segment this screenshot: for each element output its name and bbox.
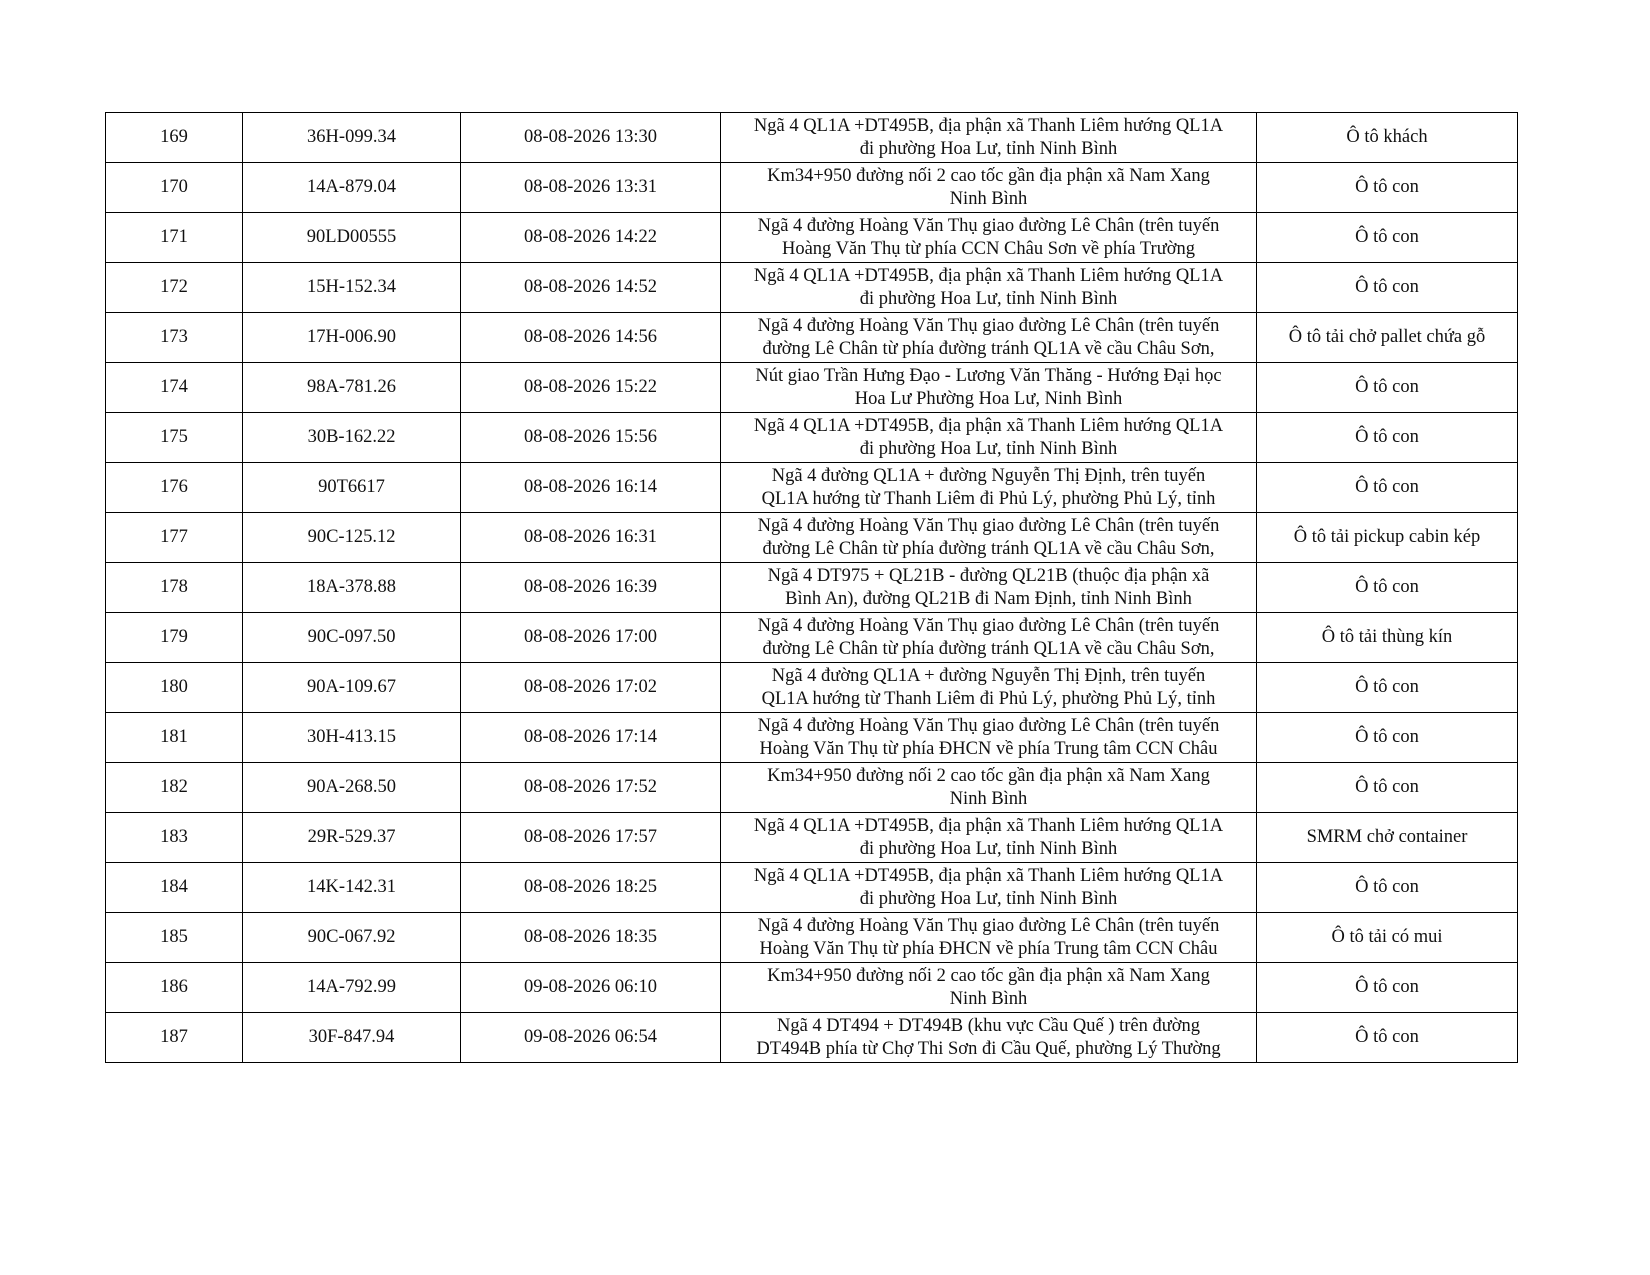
location-line-1: Km34+950 đường nối 2 cao tốc gần địa phận xã Nam Xang	[767, 965, 1210, 986]
table-row	[106, 613, 1518, 663]
license-plate-cell: 15H-152.34	[243, 263, 461, 313]
table-row	[106, 663, 1518, 713]
row-number-cell: 173	[106, 313, 243, 363]
license-plate-cell: 29R-529.37	[243, 813, 461, 863]
violation-time-cell: 08-08-2026 17:14	[461, 713, 721, 763]
location-line-1: Ngã 4 đường Hoàng Văn Thụ giao đường Lê Chân (trên tuyến	[757, 715, 1220, 736]
violation-time-cell: 08-08-2026 16:31	[461, 513, 721, 563]
license-plate-cell: 90C-067.92	[243, 913, 461, 963]
vehicle-type-cell: Ô tô con	[1257, 663, 1518, 713]
row-number-cell: 183	[106, 813, 243, 863]
location-line-2: QL1A hướng từ Thanh Liêm đi Phủ Lý, phường Phủ Lý, tỉnh	[761, 688, 1216, 709]
location-line-2: đi phường Hoa Lư, tỉnh Ninh Bình	[859, 838, 1118, 859]
location-line-1: Ngã 4 QL1A +DT495B, địa phận xã Thanh Liêm hướng QL1A	[753, 265, 1224, 286]
table-row	[106, 963, 1518, 1013]
location-line-1: Km34+950 đường nối 2 cao tốc gần địa phận xã Nam Xang	[767, 165, 1210, 186]
location-line-2: đường Lê Chân từ phía đường tránh QL1A về cầu Châu Sơn,	[762, 338, 1215, 359]
row-number-cell: 171	[106, 213, 243, 263]
row-number-cell: 186	[106, 963, 243, 1013]
location-cell	[721, 913, 1257, 963]
location-line-1: Ngã 4 QL1A +DT495B, địa phận xã Thanh Liêm hướng QL1A	[753, 815, 1224, 836]
location-line-1: Ngã 4 đường QL1A + đường Nguyễn Thị Định, trên tuyến	[771, 465, 1206, 486]
license-plate-cell: 30F-847.94	[243, 1013, 461, 1063]
vehicle-type-cell: Ô tô con	[1257, 213, 1518, 263]
license-plate-cell: 18A-378.88	[243, 563, 461, 613]
vehicle-type-cell: Ô tô tải thùng kín	[1257, 613, 1518, 663]
violation-time-cell: 08-08-2026 16:39	[461, 563, 721, 613]
location-line-2: Ninh Bình	[949, 988, 1028, 1009]
location-line-2: đi phường Hoa Lư, tỉnh Ninh Bình	[859, 888, 1118, 909]
violation-time-cell: 09-08-2026 06:54	[461, 1013, 721, 1063]
location-line-2: Hoàng Văn Thụ từ phía ĐHCN về phía Trung tâm CCN Châu	[759, 738, 1218, 759]
location-line-2: đường Lê Chân từ phía đường tránh QL1A về cầu Châu Sơn,	[762, 638, 1215, 659]
vehicle-type-cell: SMRM chở container	[1257, 813, 1518, 863]
license-plate-cell: 90A-109.67	[243, 663, 461, 713]
table-row	[106, 913, 1518, 963]
vehicle-type-cell: Ô tô con	[1257, 413, 1518, 463]
location-line-2: DT494B phía từ Chợ Thi Sơn đi Cầu Quế, phường Lý Thường	[756, 1038, 1221, 1059]
violation-time-cell: 08-08-2026 18:25	[461, 863, 721, 913]
table-row	[106, 563, 1518, 613]
table-row	[106, 813, 1518, 863]
location-cell	[721, 813, 1257, 863]
table-row	[106, 263, 1518, 313]
location-line-1: Nút giao Trần Hưng Đạo - Lương Văn Thăng - Hướng Đại học	[755, 365, 1222, 386]
row-number-cell: 175	[106, 413, 243, 463]
vehicle-type-cell: Ô tô con	[1257, 463, 1518, 513]
license-plate-cell: 14A-879.04	[243, 163, 461, 213]
location-line-2: Hoa Lư Phường Hoa Lư, Ninh Bình	[854, 388, 1123, 409]
violation-time-cell: 08-08-2026 15:22	[461, 363, 721, 413]
vehicle-type-cell: Ô tô con	[1257, 963, 1518, 1013]
location-line-1: Ngã 4 QL1A +DT495B, địa phận xã Thanh Liêm hướng QL1A	[753, 865, 1224, 886]
license-plate-cell: 98A-781.26	[243, 363, 461, 413]
location-cell	[721, 463, 1257, 513]
table-body	[106, 113, 1518, 1063]
vehicle-type-cell: Ô tô con	[1257, 1013, 1518, 1063]
violation-time-cell: 08-08-2026 13:31	[461, 163, 721, 213]
table-row	[106, 863, 1518, 913]
vehicle-type-cell: Ô tô tải chở pallet chứa gỗ	[1257, 313, 1518, 363]
row-number-cell: 170	[106, 163, 243, 213]
table-row	[106, 163, 1518, 213]
row-number-cell: 180	[106, 663, 243, 713]
location-line-1: Ngã 4 QL1A +DT495B, địa phận xã Thanh Liêm hướng QL1A	[753, 415, 1224, 436]
location-line-1: Ngã 4 đường Hoàng Văn Thụ giao đường Lê Chân (trên tuyến	[757, 915, 1220, 936]
row-number-cell: 176	[106, 463, 243, 513]
license-plate-cell: 90A-268.50	[243, 763, 461, 813]
violation-time-cell: 08-08-2026 13:30	[461, 113, 721, 163]
table-row	[106, 213, 1518, 263]
row-number-cell: 169	[106, 113, 243, 163]
location-cell	[721, 663, 1257, 713]
table-row	[106, 413, 1518, 463]
violation-time-cell: 08-08-2026 15:56	[461, 413, 721, 463]
location-cell	[721, 963, 1257, 1013]
table-row	[106, 463, 1518, 513]
location-line-2: đi phường Hoa Lư, tỉnh Ninh Bình	[859, 438, 1118, 459]
row-number-cell: 184	[106, 863, 243, 913]
location-line-2: đường Lê Chân từ phía đường tránh QL1A về cầu Châu Sơn,	[762, 538, 1215, 559]
location-line-1: Ngã 4 đường Hoàng Văn Thụ giao đường Lê Chân (trên tuyến	[757, 215, 1220, 236]
row-number-cell: 182	[106, 763, 243, 813]
table-row	[106, 363, 1518, 413]
row-number-cell: 185	[106, 913, 243, 963]
license-plate-cell: 90T6617	[243, 463, 461, 513]
location-cell	[721, 613, 1257, 663]
location-line-1: Ngã 4 QL1A +DT495B, địa phận xã Thanh Liêm hướng QL1A	[753, 115, 1224, 136]
vehicle-type-cell: Ô tô con	[1257, 563, 1518, 613]
location-cell	[721, 163, 1257, 213]
location-line-1: Ngã 4 đường QL1A + đường Nguyễn Thị Định, trên tuyến	[771, 665, 1206, 686]
location-cell	[721, 713, 1257, 763]
license-plate-cell: 90C-097.50	[243, 613, 461, 663]
location-cell	[721, 213, 1257, 263]
location-cell	[721, 863, 1257, 913]
table-row	[106, 313, 1518, 363]
table-row	[106, 763, 1518, 813]
violation-time-cell: 08-08-2026 14:52	[461, 263, 721, 313]
vehicle-type-cell: Ô tô con	[1257, 863, 1518, 913]
location-line-2: đi phường Hoa Lư, tỉnh Ninh Bình	[859, 138, 1118, 159]
location-cell	[721, 263, 1257, 313]
row-number-cell: 178	[106, 563, 243, 613]
violation-time-cell: 08-08-2026 17:57	[461, 813, 721, 863]
location-cell	[721, 313, 1257, 363]
row-number-cell: 179	[106, 613, 243, 663]
location-line-1: Ngã 4 đường Hoàng Văn Thụ giao đường Lê Chân (trên tuyến	[757, 515, 1220, 536]
location-line-2: Hoàng Văn Thụ từ phía ĐHCN về phía Trung tâm CCN Châu	[759, 938, 1218, 959]
license-plate-cell: 14K-142.31	[243, 863, 461, 913]
location-line-1: Ngã 4 đường Hoàng Văn Thụ giao đường Lê Chân (trên tuyến	[757, 315, 1220, 336]
location-line-2: QL1A hướng từ Thanh Liêm đi Phủ Lý, phường Phủ Lý, tỉnh	[761, 488, 1216, 509]
license-plate-cell: 90LD00555	[243, 213, 461, 263]
vehicle-type-cell: Ô tô tải có mui	[1257, 913, 1518, 963]
table-row	[106, 713, 1518, 763]
location-cell	[721, 563, 1257, 613]
location-line-1: Km34+950 đường nối 2 cao tốc gần địa phận xã Nam Xang	[767, 765, 1210, 786]
vehicle-type-cell: Ô tô con	[1257, 363, 1518, 413]
location-cell	[721, 413, 1257, 463]
vehicle-type-cell: Ô tô con	[1257, 763, 1518, 813]
vehicle-type-cell: Ô tô con	[1257, 263, 1518, 313]
location-cell	[721, 1013, 1257, 1063]
table-row	[106, 113, 1518, 163]
location-line-2: Ninh Bình	[949, 188, 1028, 209]
row-number-cell: 174	[106, 363, 243, 413]
location-line-2: Bình An), đường QL21B đi Nam Định, tỉnh Ninh Bình	[785, 588, 1192, 609]
table-row	[106, 513, 1518, 563]
location-line-2: Hoàng Văn Thụ từ phía CCN Châu Sơn về phía Trường	[781, 238, 1196, 259]
location-cell	[721, 763, 1257, 813]
location-cell	[721, 113, 1257, 163]
vehicle-type-cell: Ô tô khách	[1257, 113, 1518, 163]
violation-time-cell: 08-08-2026 17:00	[461, 613, 721, 663]
location-line-1: Ngã 4 DT975 + QL21B - đường QL21B (thuộc địa phận xã	[767, 565, 1210, 586]
violations-table	[105, 112, 1518, 1063]
vehicle-type-cell: Ô tô con	[1257, 163, 1518, 213]
vehicle-type-cell: Ô tô con	[1257, 713, 1518, 763]
location-line-2: đi phường Hoa Lư, tỉnh Ninh Bình	[859, 288, 1118, 309]
license-plate-cell: 90C-125.12	[243, 513, 461, 563]
row-number-cell: 177	[106, 513, 243, 563]
location-cell	[721, 513, 1257, 563]
license-plate-cell: 30H-413.15	[243, 713, 461, 763]
violation-time-cell: 08-08-2026 17:02	[461, 663, 721, 713]
violation-time-cell: 08-08-2026 18:35	[461, 913, 721, 963]
row-number-cell: 181	[106, 713, 243, 763]
violation-time-cell: 08-08-2026 14:22	[461, 213, 721, 263]
violation-time-cell: 08-08-2026 14:56	[461, 313, 721, 363]
location-cell	[721, 363, 1257, 413]
row-number-cell: 172	[106, 263, 243, 313]
license-plate-cell: 30B-162.22	[243, 413, 461, 463]
location-line-1: Ngã 4 đường Hoàng Văn Thụ giao đường Lê Chân (trên tuyến	[757, 615, 1220, 636]
location-line-2: Ninh Bình	[949, 788, 1028, 809]
location-line-1: Ngã 4 DT494 + DT494B (khu vực Cầu Quế ) trên đường	[776, 1015, 1201, 1036]
row-number-cell: 187	[106, 1013, 243, 1063]
violation-time-cell: 08-08-2026 16:14	[461, 463, 721, 513]
vehicle-type-cell: Ô tô tải pickup cabin kép	[1257, 513, 1518, 563]
violation-time-cell: 09-08-2026 06:10	[461, 963, 721, 1013]
license-plate-cell: 17H-006.90	[243, 313, 461, 363]
table-row	[106, 1013, 1518, 1063]
violation-time-cell: 08-08-2026 17:52	[461, 763, 721, 813]
license-plate-cell: 14A-792.99	[243, 963, 461, 1013]
license-plate-cell: 36H-099.34	[243, 113, 461, 163]
